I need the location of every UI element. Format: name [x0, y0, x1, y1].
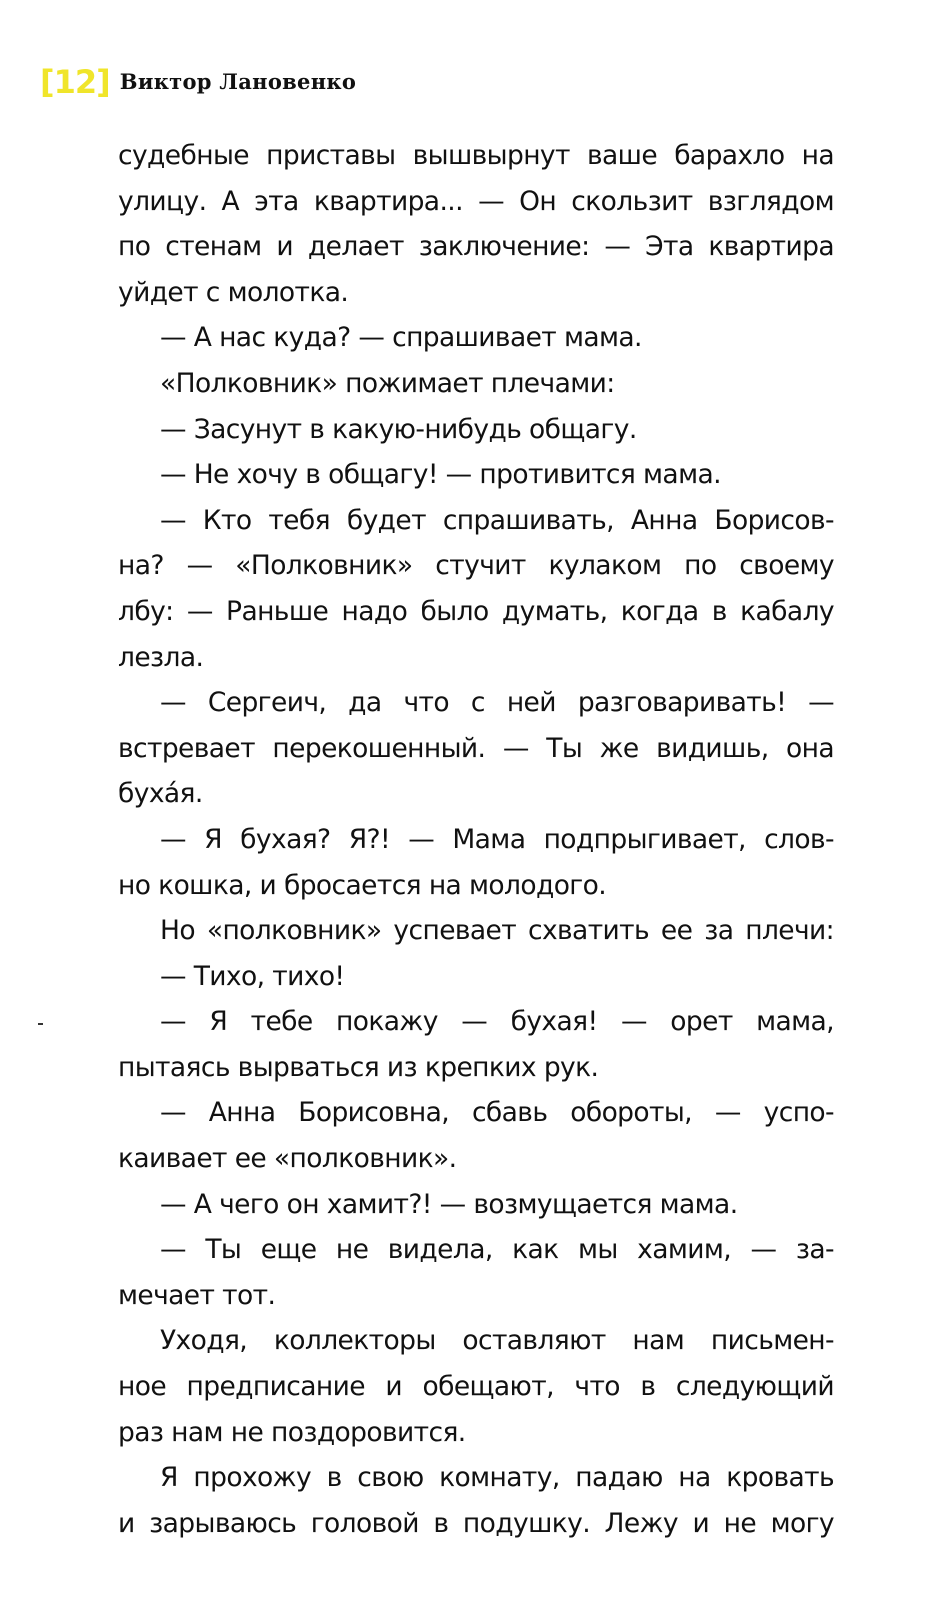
text-line: но кошка, и бросается на молодого.	[118, 869, 607, 901]
print-speck	[38, 1023, 43, 1025]
text-line: улицу. А эта квартира... — Он скользит взглядом	[118, 185, 834, 217]
text-line: — Ты еще не видела, как мы хамим, — за-	[160, 1234, 834, 1266]
text-line: лезла.	[118, 641, 204, 673]
text-line: бухáя.	[118, 778, 203, 810]
text-line: лбу: — Раньше надо было думать, когда в кабалу	[118, 595, 834, 627]
text-line: — Засунут в какую-нибудь общагу.	[160, 413, 637, 445]
text-line: Я прохожу в свою комнату, падаю на кровать	[160, 1462, 834, 1494]
text-line: ное предписание и обещают, что в следующий	[118, 1371, 834, 1403]
text-line: мечает тот.	[118, 1279, 276, 1311]
text-line: Уходя, коллекторы оставляют нам письмен-	[160, 1325, 834, 1357]
text-line: — А чего он хамит?! — возмущается мама.	[160, 1188, 738, 1220]
text-line: на? — «Полковник» стучит кулаком по своему	[118, 550, 834, 582]
text-line: встревает перекошенный. — Ты же видишь, она	[118, 732, 834, 764]
page-number: [12]	[40, 63, 110, 101]
text-line: — Анна Борисовна, сбавь обороты, — успо-	[160, 1097, 834, 1129]
text-line: пытаясь вырваться из крепких рук.	[118, 1051, 599, 1083]
body-text	[118, 133, 834, 1546]
text-line: — А нас куда? — спрашивает мама.	[160, 322, 642, 354]
text-line: — Я тебе покажу — бухая! — орет мама,	[160, 1006, 834, 1038]
author-name: Виктор Лановенко	[119, 69, 357, 94]
text-line: — Сергеич, да что с ней разговаривать! —	[160, 687, 834, 719]
text-line: Но «полковник» успевает схватить ее за плечи:	[160, 915, 834, 947]
running-header	[40, 62, 356, 102]
text-line: — Кто тебя будет спрашивать, Анна Борисов-	[160, 504, 834, 536]
text-line: «Полковник» пожимает плечами:	[160, 367, 615, 399]
text-line: по стенам и делает заключение: — Эта квартира	[118, 231, 834, 263]
text-line: уйдет с молотка.	[118, 276, 349, 308]
text-line: раз нам не поздоровится.	[118, 1416, 466, 1448]
text-line: — Не хочу в общагу! — противится мама.	[160, 459, 721, 491]
text-line: — Тихо, тихо!	[160, 960, 345, 992]
text-line: — Я бухая? Я?! — Мама подпрыгивает, слов-	[160, 823, 834, 855]
text-line: каивает ее «полковник».	[118, 1143, 457, 1175]
text-line: судебные приставы вышвырнут ваше барахло на	[118, 140, 834, 171]
text-line: и зарываюсь головой в подушку. Лежу и не могу	[118, 1507, 834, 1539]
